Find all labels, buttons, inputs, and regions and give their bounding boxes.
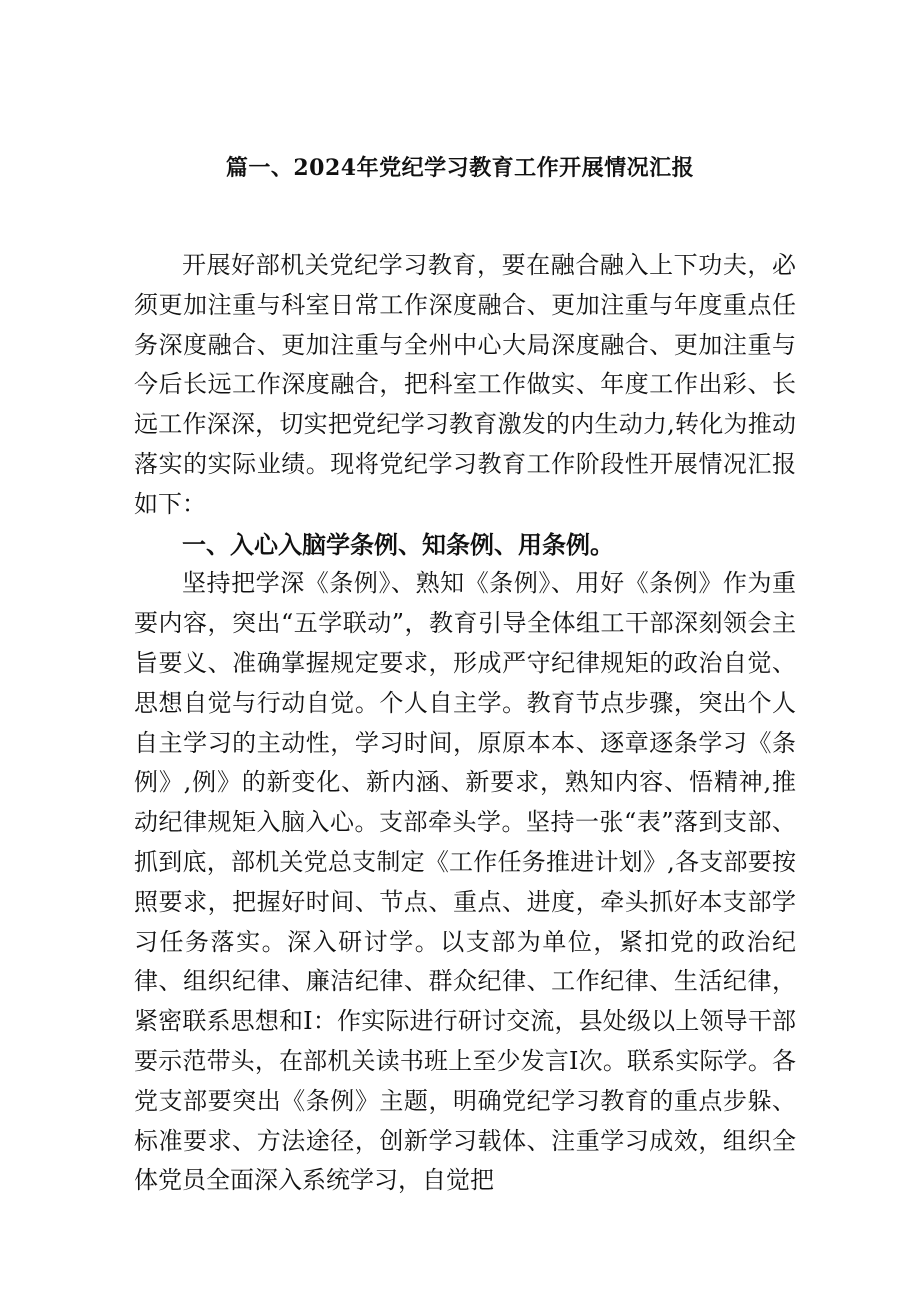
document-body: [134, 246, 796, 1201]
section-heading-1: 一、入心入脑学条例、知条例、用条例。: [182, 529, 614, 559]
intro-paragraph: 开展好部机关党纪学习教育，要在融合融入上下功夫，必须更加注重与科室日常工作深度融合、更加注重与年度重点任务深度融合、更加注重与全州中心大局深度融合、更加注重与今后长远工作深度融合，把科室工作做实、年度工作出彩、长远工作深深，切实把党纪学习教育激发的内生动力,转化为推动落实的实际业绩。现将党纪学习教育工作阶段性开展情况汇报如下：: [134, 251, 796, 518]
section-1-paragraph: 坚持把学深《条例》、熟知《条例》、用好《条例》作为重要内容，突出“五学联动”，教育引导全体组工干部深刻领会主旨要义、准确掌握规定要求，形成严守纪律规矩的政治自觉、思想自觉与行动自觉。个人自主学。教育节点步骤，突出个人自主学习的主动性，学习时间，原原本本、逐章逐条学习《条例》,例》的新变化、新内涵、新要求，熟知内容、悟精神,推动纪律规矩入脑入心。支部牵头学。坚持一张“表”落到支部、抓到底，部机关党总支制定《工作任务推进计划》,各支部要按照要求，把握好时间、节点、重点、进度，牵头抓好本支部学习任务落实。深入研讨学。以支部为单位，紧扣党的政治纪律、组织纪律、廉洁纪律、群众纪律、工作纪律、生活纪律，紧密联系思想和I：作实际进行研讨交流，县处级以上领导干部要示范带头，在部机关读书班上至少发言I次。联系实际学。各党支部要突出《条例》主题，明确党纪学习教育的重点步躲、标准要求、方法途径，创新学习载体、注重学习成效，组织全体党员全面深入系统学习，自觉把: [134, 569, 796, 1195]
document-title: 篇一、2024年党纪学习教育工作开展情况汇报: [225, 155, 695, 181]
